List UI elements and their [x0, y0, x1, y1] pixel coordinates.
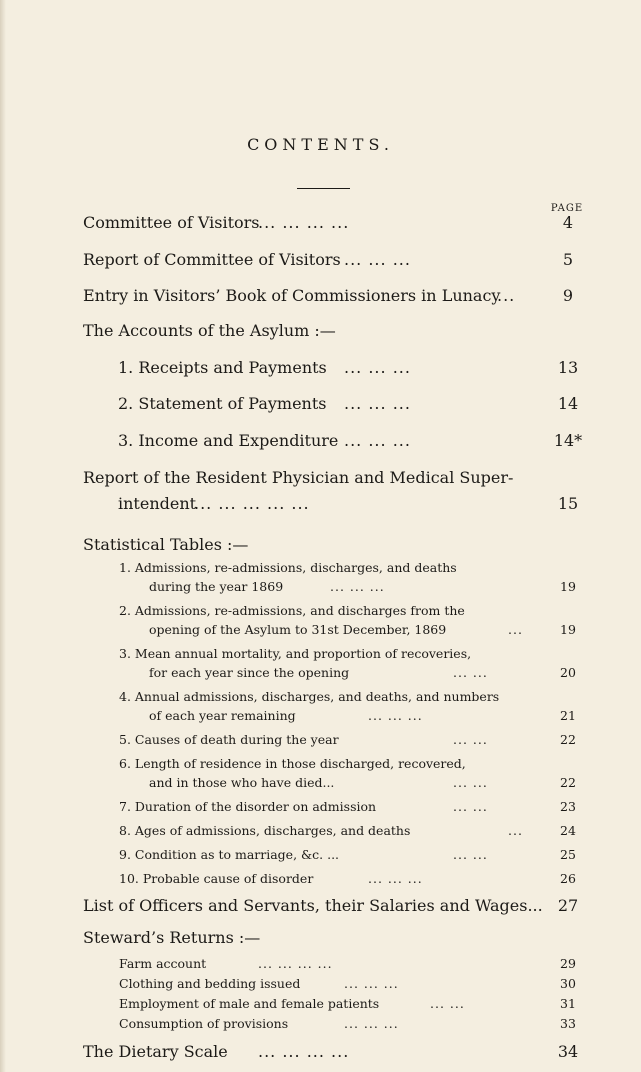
- page-column-label: PAGE: [550, 203, 584, 214]
- page-title: CONTENTS.: [247, 135, 394, 154]
- toc-entry: List of Officers and Servants, their Salaries and Wages... 27: [83, 896, 579, 915]
- toc-entry-continuation: intendent ... ... ... ... ... 15: [118, 494, 579, 513]
- table-entry: 10. Probable cause of disorder ... ... ... 26: [119, 871, 576, 886]
- table-entry: 9. Condition as to marriage, &c. ... ... ... 25: [119, 847, 576, 862]
- table-entry-continuation: for each year since the opening ... ... 20: [149, 665, 576, 680]
- table-entry-continuation: and in those who have died... ... ... 22: [149, 775, 576, 790]
- toc-subentry: 1. Receipts and Payments ... ... ... 13: [118, 358, 579, 377]
- table-entry: 4. Annual admissions, discharges, and deaths, and numbers: [119, 689, 500, 704]
- toc-entry: Report of Committee of Visitors ... ... ... 5: [83, 250, 574, 269]
- table-entry: 8. Ages of admissions, discharges, and deaths ... 24: [119, 823, 576, 838]
- table-entry: 6. Length of residence in those discharged, recovered,: [119, 756, 466, 771]
- table-entry-continuation: opening of the Asylum to 31st December, 1869 ... 19: [149, 622, 576, 637]
- table-entry-continuation: of each year remaining ... ... ... 21: [149, 708, 576, 723]
- returns-entry: Employment of male and female patients ... ... 31: [119, 996, 576, 1011]
- table-entry: 2. Admissions, re-admissions, and discharges from the: [119, 603, 465, 618]
- table-entry: 1. Admissions, re-admissions, discharges, and deaths: [119, 560, 457, 575]
- toc-entry: Committee of Visitors ... ... ... ... 4: [83, 213, 574, 232]
- returns-entry: Farm account ... ... ... ... 29: [119, 956, 576, 971]
- toc-entry: The Dietary Scale ... ... ... ... 34: [83, 1042, 579, 1061]
- toc-subentry: 2. Statement of Payments ... ... ... 14: [118, 394, 579, 413]
- returns-entry: Consumption of provisions ... ... ... 33: [119, 1016, 576, 1031]
- table-entry: 5. Causes of death during the year ... ... 22: [119, 732, 576, 747]
- toc-entry: The Accounts of the Asylum :—: [83, 321, 336, 340]
- table-entry: 3. Mean annual mortality, and proportion of recoveries,: [119, 646, 472, 661]
- toc-entry: Report of the Resident Physician and Medical Super-: [83, 468, 514, 487]
- title-rule: [297, 188, 350, 189]
- returns-entry: Clothing and bedding issued ... ... ... 30: [119, 976, 576, 991]
- toc-entry: Statistical Tables :—: [83, 535, 249, 554]
- toc-entry: Steward’s Returns :—: [83, 928, 261, 947]
- table-entry: 7. Duration of the disorder on admission ... ... 23: [119, 799, 576, 814]
- toc-entry: Entry in Visitors’ Book of Commissioners in Lunacy ... 9: [83, 286, 574, 305]
- toc-subentry: 3. Income and Expenditure ... ... ... 14*: [118, 431, 583, 450]
- table-entry-continuation: during the year 1869 ... ... ... 19: [149, 579, 576, 594]
